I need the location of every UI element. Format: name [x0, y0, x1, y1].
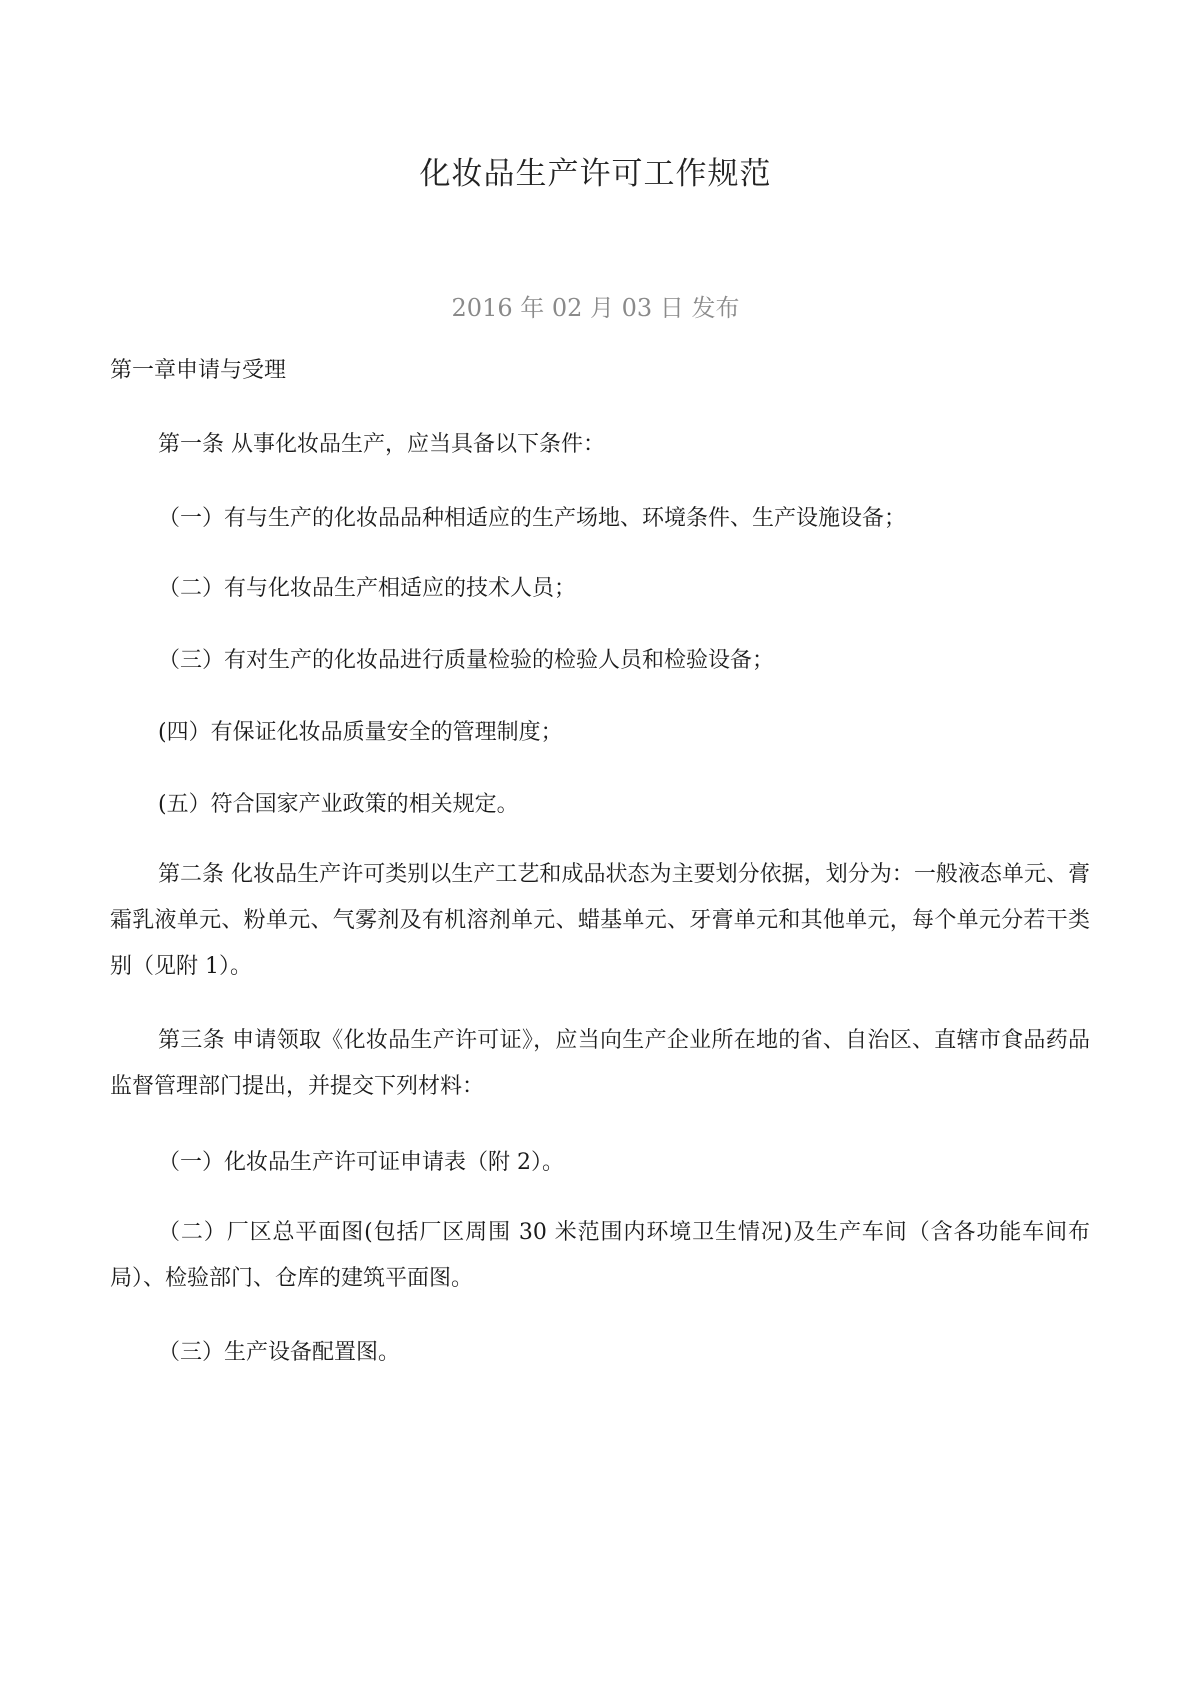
article-2-paragraph: 第二条 化妆品生产许可类别以生产工艺和成品状态为主要划分依据，划分为：一般液态单元、膏霜乳液单元、粉单元、气雾剂及有机溶剂单元、蜡基单元、牙膏单元和其他单元，每个单元分若干类别（见附 1）。 — [110, 862, 1090, 979]
document-title: 化妆品生产许可工作规范 — [419, 156, 772, 192]
article-1-item: （二）有与化妆品生产相适应的技术人员； — [158, 576, 577, 601]
article-3-paragraph: 第三条 申请领取《化妆品生产许可证》，应当向生产企业所在地的省、自治区、直辖市食品药品监督管理部门提出，并提交下列材料： — [110, 1028, 1090, 1099]
article-1-item: (五）符合国家产业政策的相关规定。 — [158, 792, 519, 817]
article-1-item: (四）有保证化妆品质量安全的管理制度； — [158, 720, 563, 745]
publish-date: 2016 年 02 月 03 日 发布 — [451, 294, 740, 322]
chapter-heading: 第一章申请与受理 — [110, 358, 287, 383]
article-3-item: （三）生产设备配置图。 — [158, 1340, 401, 1365]
article-1-item: （三）有对生产的化妆品进行质量检验的检验人员和检验设备； — [158, 648, 775, 673]
article-1-item: （一）有与生产的化妆品品种相适应的生产场地、环境条件、生产设施设备； — [158, 506, 907, 531]
article-3-item: （一）化妆品生产许可证申请表（附 2）。 — [158, 1150, 564, 1175]
article-3-item: （二）厂区总平面图(包括厂区周围 30 米范围内环境卫生情况)及生产车间（含各功能车间布局）、检验部门、仓库的建筑平面图。 — [110, 1220, 1090, 1291]
article-1-heading: 第一条 从事化妆品生产，应当具备以下条件： — [158, 432, 605, 457]
